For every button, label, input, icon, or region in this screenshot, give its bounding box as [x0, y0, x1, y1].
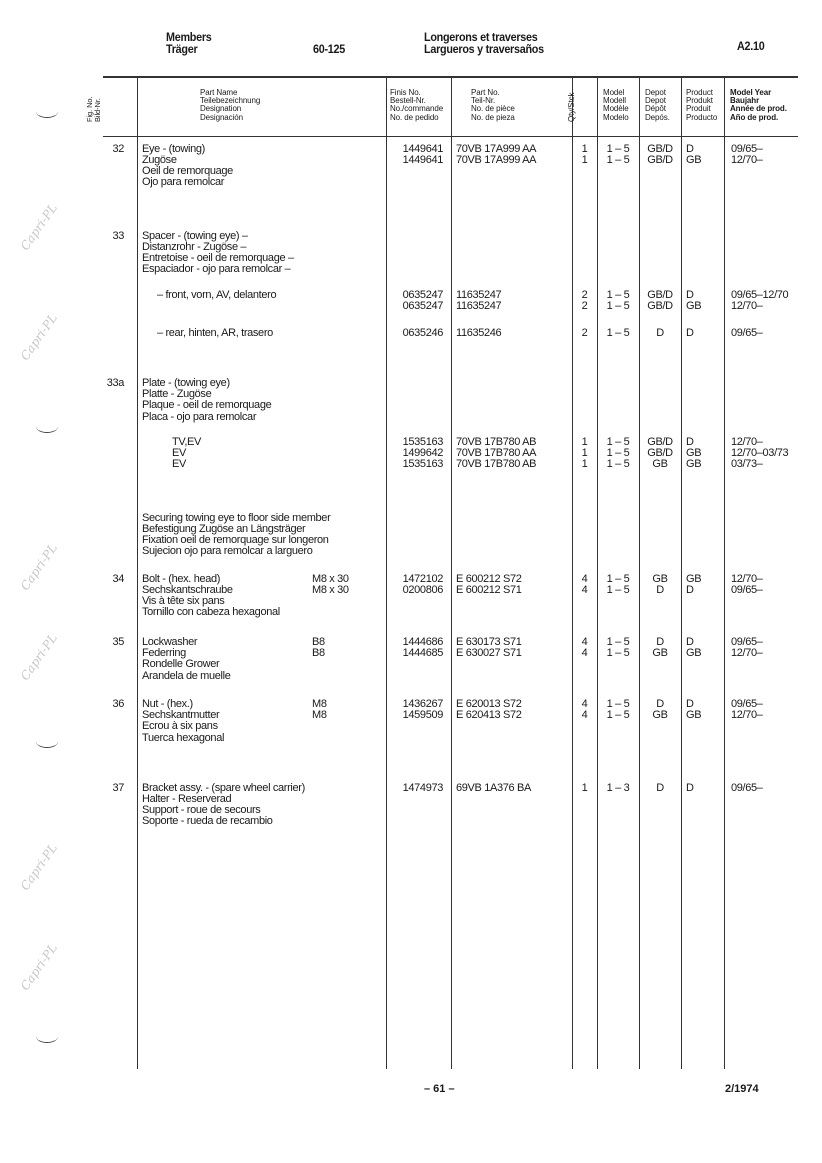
cell-model: 1 – 5	[606, 709, 630, 721]
table-row	[0, 710, 822, 721]
title-fr: Longerons et traverses	[424, 30, 538, 44]
cell-finis: 0635247	[402, 300, 443, 312]
col-header-depot	[645, 89, 670, 122]
title-es: Largueros y traversaños	[424, 42, 544, 56]
cell-finis: 1436267	[402, 698, 443, 710]
cell-size: M8	[312, 709, 327, 721]
col-header-line: Designación	[200, 112, 243, 122]
cell-name: Spacer - (towing eye) –	[142, 230, 248, 242]
cell-part: 70VB 17A999 AA	[456, 154, 537, 166]
col-header-line: Fig. No.	[85, 96, 94, 122]
cell-fig: 37	[112, 782, 124, 794]
cell-name: Sujecion ojo para remolcar a larguero	[142, 545, 313, 557]
cell-name: EV	[172, 447, 186, 459]
cell-product: D	[686, 584, 694, 596]
cell-depot: D	[656, 636, 664, 648]
col-header-line: Baujahr	[730, 96, 760, 106]
cell-name: Tornillo con cabeza hexagonal	[142, 606, 280, 618]
table-row	[0, 546, 822, 557]
cell-product: GB	[686, 573, 702, 585]
cell-name: Halter - Reserverad	[142, 793, 232, 805]
cell-name: Securing towing eye to floor side member	[142, 512, 331, 524]
table-row	[0, 412, 822, 423]
col-header-line: Producto	[686, 112, 718, 122]
col-header-line: Année de prod.	[730, 104, 787, 114]
cell-fig: 33	[112, 230, 124, 242]
page-number: – 61 –	[424, 1083, 455, 1095]
cell-part: E 600212 S71	[456, 584, 522, 596]
cell-fig: 36	[112, 698, 124, 710]
col-header-line: Dépôt	[645, 104, 666, 114]
col-header-line: Depós.	[645, 112, 670, 122]
table-row	[0, 783, 822, 794]
table-row	[0, 596, 822, 607]
col-header-finis	[390, 89, 443, 122]
group-code: 60-125	[313, 42, 346, 56]
cell-name: Federring	[142, 647, 186, 659]
col-header-line: Bestell-Nr.	[390, 96, 426, 106]
cell-qty: 2	[581, 300, 588, 312]
cell-finis: 1444685	[402, 647, 443, 659]
title-en: Members	[166, 30, 212, 44]
cell-depot: D	[656, 782, 664, 794]
col-header-product	[686, 89, 717, 122]
cell-year: 12/70–	[731, 573, 763, 585]
cell-fig: 35	[112, 636, 124, 648]
cell-year: 12/70–	[731, 300, 763, 312]
col-header-name	[200, 89, 260, 122]
cell-model: 1 – 5	[606, 584, 630, 596]
col-header-line: Model Year	[730, 88, 772, 97]
cell-product: D	[686, 782, 694, 794]
col-header-line: Año de prod.	[730, 112, 779, 122]
col-header-line: Produkt	[686, 96, 713, 106]
cell-name: Support - roue de secours	[142, 804, 261, 816]
table-row	[0, 659, 822, 670]
cell-finis: 1499642	[402, 447, 443, 459]
punch-mark	[36, 735, 58, 748]
cell-part: 70VB 17A999 AA	[456, 143, 537, 155]
cell-year: 12/70–	[731, 647, 763, 659]
cell-qty: 1	[581, 154, 588, 166]
cell-qty: 1	[581, 143, 588, 155]
cell-model: 1 – 5	[606, 143, 630, 155]
col-header-line: Modèle	[603, 104, 629, 114]
table-row	[0, 733, 822, 744]
cell-depot: D	[656, 698, 664, 710]
cell-name: Ecrou à six pans	[142, 720, 218, 732]
cell-model: 1 – 5	[606, 436, 630, 448]
cell-part: E 600212 S72	[456, 573, 522, 585]
cell-model: 1 – 5	[606, 289, 630, 301]
cell-part: 70VB 17B780 AB	[456, 436, 537, 448]
table-row	[0, 328, 822, 339]
cell-depot: GB/D	[647, 289, 673, 301]
cell-model: 1 – 5	[606, 636, 630, 648]
cell-product: GB	[686, 300, 702, 312]
col-header-line: Product	[686, 88, 713, 97]
section-code: A2.10	[737, 39, 765, 53]
table-row	[0, 513, 822, 524]
col-header-year	[730, 89, 787, 122]
cell-depot: GB/D	[647, 154, 673, 166]
cell-finis: 1449641	[402, 154, 443, 166]
table-row	[0, 264, 822, 275]
cell-name: Rondelle Grower	[142, 658, 220, 670]
table-row	[0, 721, 822, 732]
cell-year: 03/73–	[731, 458, 763, 470]
cell-model: 1 – 5	[606, 154, 630, 166]
col-header-line: Depot	[645, 88, 666, 97]
cell-name: EV	[172, 458, 186, 470]
table-row	[0, 524, 822, 535]
cell-name: Plate - (towing eye)	[142, 377, 230, 389]
col-header-line: Designation	[200, 104, 242, 114]
cell-product: D	[686, 436, 694, 448]
cell-finis: 1535163	[402, 436, 443, 448]
col-header-line: No. de pièce	[471, 104, 515, 114]
cell-name: Plaque - oeil de remorquage	[142, 399, 272, 411]
cell-year: 09/65–	[731, 327, 763, 339]
cell-size: M8 x 30	[312, 584, 349, 596]
cell-qty: 4	[581, 698, 588, 710]
cell-name: Bolt - (hex. head)	[142, 573, 221, 585]
col-header-line: Part No.	[471, 88, 500, 97]
cell-name: Placa - ojo para remolcar	[142, 411, 257, 423]
cell-year: 09/65–	[731, 698, 763, 710]
cell-qty: 4	[581, 573, 588, 585]
col-header-line: Produit	[686, 104, 711, 114]
cell-part: 11635246	[456, 327, 502, 339]
cell-name: TV,EV	[172, 436, 202, 448]
cell-part: E 620013 S72	[456, 698, 522, 710]
cell-product: GB	[686, 458, 702, 470]
table-row	[0, 805, 822, 816]
cell-product: D	[686, 698, 694, 710]
table-row	[0, 794, 822, 805]
table-row	[0, 816, 822, 827]
cell-name: Sechskantmutter	[142, 709, 220, 721]
cell-part: 69VB 1A376 BA	[456, 782, 531, 794]
cell-qty: 4	[581, 647, 588, 659]
col-header-line: Modell	[603, 96, 626, 106]
cell-name: Lockwasher	[142, 636, 198, 648]
cell-product: D	[686, 636, 694, 648]
cell-product: GB	[686, 647, 702, 659]
cell-size: M8 x 30	[312, 573, 349, 585]
cell-depot: GB	[652, 573, 668, 585]
col-header-line: No. de pieza	[471, 112, 515, 122]
col-header-line: Part Name	[200, 88, 238, 97]
col-header-line: Modelo	[603, 112, 629, 122]
cell-model: 1 – 5	[606, 458, 630, 470]
table-row	[0, 459, 822, 470]
punch-mark	[36, 420, 58, 433]
col-header-part	[471, 89, 515, 122]
cell-depot: GB	[652, 458, 668, 470]
cell-name: Oeil de remorquage	[142, 165, 233, 177]
cell-finis: 0200806	[402, 584, 443, 596]
cell-name: Platte - Zugöse	[142, 388, 212, 400]
cell-qty: 1	[581, 436, 588, 448]
col-header-line: No. de pedido	[390, 112, 439, 122]
cell-qty: 2	[581, 327, 588, 339]
punch-mark	[36, 105, 58, 118]
cell-size: B8	[312, 647, 325, 659]
cell-part: 11635247	[456, 289, 502, 301]
cell-fig: 33a	[106, 377, 124, 389]
cell-model: 1 – 5	[606, 573, 630, 585]
table-row	[0, 242, 822, 253]
cell-depot: GB/D	[647, 447, 673, 459]
cell-model: 1 – 5	[606, 647, 630, 659]
cell-product: D	[686, 289, 694, 301]
cell-year: 12/70–	[731, 436, 763, 448]
table-row	[0, 253, 822, 264]
column-divider	[681, 77, 682, 1069]
cell-finis: 1459509	[402, 709, 443, 721]
col-header-line: Teilebezeichnung	[200, 96, 261, 106]
cell-product: GB	[686, 709, 702, 721]
cell-product: GB	[686, 447, 702, 459]
cell-model: 1 – 5	[606, 327, 630, 339]
cell-finis: 1449641	[402, 143, 443, 155]
cell-model: 1 – 5	[606, 447, 630, 459]
cell-year: 12/70–	[731, 154, 763, 166]
table-row	[0, 378, 822, 389]
cell-product: GB	[686, 154, 702, 166]
cell-name: Befestigung Zugöse an Längsträger	[142, 523, 306, 535]
col-header-model	[603, 89, 629, 122]
cell-name: Zugöse	[142, 154, 177, 166]
col-header-line: Finis No.	[390, 88, 421, 97]
cell-depot: GB/D	[647, 143, 673, 155]
cell-qty: 4	[581, 584, 588, 596]
cell-part: E 620413 S72	[456, 709, 522, 721]
cell-depot: GB	[652, 709, 668, 721]
col-header-line: Model	[603, 88, 625, 97]
cell-fig: 32	[112, 143, 124, 155]
cell-qty: 1	[581, 782, 588, 794]
watermark: Capri-PL	[17, 840, 60, 894]
cell-qty: 1	[581, 447, 588, 459]
cell-name: Bracket assy. - (spare wheel carrier)	[142, 782, 305, 794]
cell-name: Soporte - rueda de recambio	[142, 815, 273, 827]
cell-name: Nut - (hex.)	[142, 698, 193, 710]
cell-depot: GB/D	[647, 300, 673, 312]
col-header-fig	[86, 97, 102, 122]
watermark: Capri-PL	[17, 310, 60, 364]
issue-date: 2/1974	[725, 1083, 759, 1095]
col-header-line: Teil-Nr.	[471, 96, 496, 106]
watermark: Capri-PL	[17, 630, 60, 684]
table-row	[0, 155, 822, 166]
cell-name: Sechskantschraube	[142, 584, 233, 596]
cell-depot: GB	[652, 647, 668, 659]
cell-year: 09/65–	[731, 782, 763, 794]
cell-product: D	[686, 327, 694, 339]
column-divider	[597, 77, 598, 1069]
cell-part: E 630173 S71	[456, 636, 522, 648]
column-divider	[724, 77, 725, 1069]
cell-qty: 4	[581, 709, 588, 721]
column-divider	[639, 77, 640, 1069]
cell-name: Arandela de muelle	[142, 670, 231, 682]
col-header-line: Bild-Nr.	[93, 98, 102, 122]
cell-product: D	[686, 143, 694, 155]
cell-depot: D	[656, 327, 664, 339]
table-row	[0, 671, 822, 682]
punch-mark	[36, 1030, 58, 1043]
cell-depot: GB/D	[647, 436, 673, 448]
cell-fig: 34	[112, 573, 124, 585]
cell-year: 09/65–	[731, 143, 763, 155]
cell-part: 11635247	[456, 300, 502, 312]
cell-finis: 1535163	[402, 458, 443, 470]
table-row	[0, 301, 822, 312]
cell-finis: 0635247	[402, 289, 443, 301]
cell-name: Entretoise - oeil de remorquage –	[142, 252, 294, 264]
table-row	[0, 231, 822, 242]
table-row	[0, 400, 822, 411]
watermark: Capri-PL	[17, 540, 60, 594]
cell-model: 1 – 3	[606, 782, 630, 794]
cell-size: M8	[312, 698, 327, 710]
cell-depot: D	[656, 584, 664, 596]
table-row	[0, 177, 822, 188]
cell-part: 70VB 17B780 AA	[456, 447, 537, 459]
cell-year: 09/65–	[731, 636, 763, 648]
column-divider	[451, 77, 452, 1069]
column-divider	[572, 77, 573, 1069]
cell-part: 70VB 17B780 AB	[456, 458, 537, 470]
table-row	[0, 166, 822, 177]
cell-qty: 2	[581, 289, 588, 301]
cell-name: – front, vorn, AV, delantero	[157, 289, 277, 301]
cell-model: 1 – 5	[606, 300, 630, 312]
cell-qty: 4	[581, 636, 588, 648]
cell-year: 12/70–03/73	[731, 447, 789, 459]
cell-model: 1 – 5	[606, 698, 630, 710]
cell-name: Ojo para remolcar	[142, 176, 225, 188]
watermark: Capri-PL	[17, 940, 60, 994]
table-row	[0, 585, 822, 596]
table-row	[0, 535, 822, 546]
col-header-line: No./commande	[390, 104, 444, 114]
col-header-line: Depot	[645, 96, 666, 106]
cell-year: 09/65–	[731, 584, 763, 596]
cell-qty: 1	[581, 458, 588, 470]
cell-name: Espaciador - ojo para remolcar –	[142, 263, 291, 275]
cell-year: 12/70–	[731, 709, 763, 721]
cell-finis: 0635246	[402, 327, 443, 339]
title-de: Träger	[166, 42, 198, 56]
column-divider	[386, 77, 387, 1069]
column-divider	[137, 77, 138, 1069]
col-header-qty: Qty/Stck	[567, 92, 576, 122]
table-row	[0, 389, 822, 400]
cell-name: Tuerca hexagonal	[142, 732, 225, 744]
table-row	[0, 648, 822, 659]
watermark: Capri-PL	[17, 200, 60, 254]
cell-name: Vis à tête six pans	[142, 595, 225, 607]
cell-name: Fixation oeil de remorquage sur longeron	[142, 534, 329, 546]
cell-part: E 630027 S71	[456, 647, 522, 659]
cell-name: Distanzrohr - Zugöse –	[142, 241, 247, 253]
table-row	[0, 607, 822, 618]
cell-name: – rear, hinten, AR, trasero	[157, 327, 273, 339]
cell-finis: 1474973	[402, 782, 443, 794]
cell-year: 09/65–12/70	[731, 289, 789, 301]
cell-finis: 1444686	[402, 636, 443, 648]
cell-size: B8	[312, 636, 325, 648]
cell-finis: 1472102	[402, 573, 443, 585]
cell-name: Eye - (towing)	[142, 143, 205, 155]
